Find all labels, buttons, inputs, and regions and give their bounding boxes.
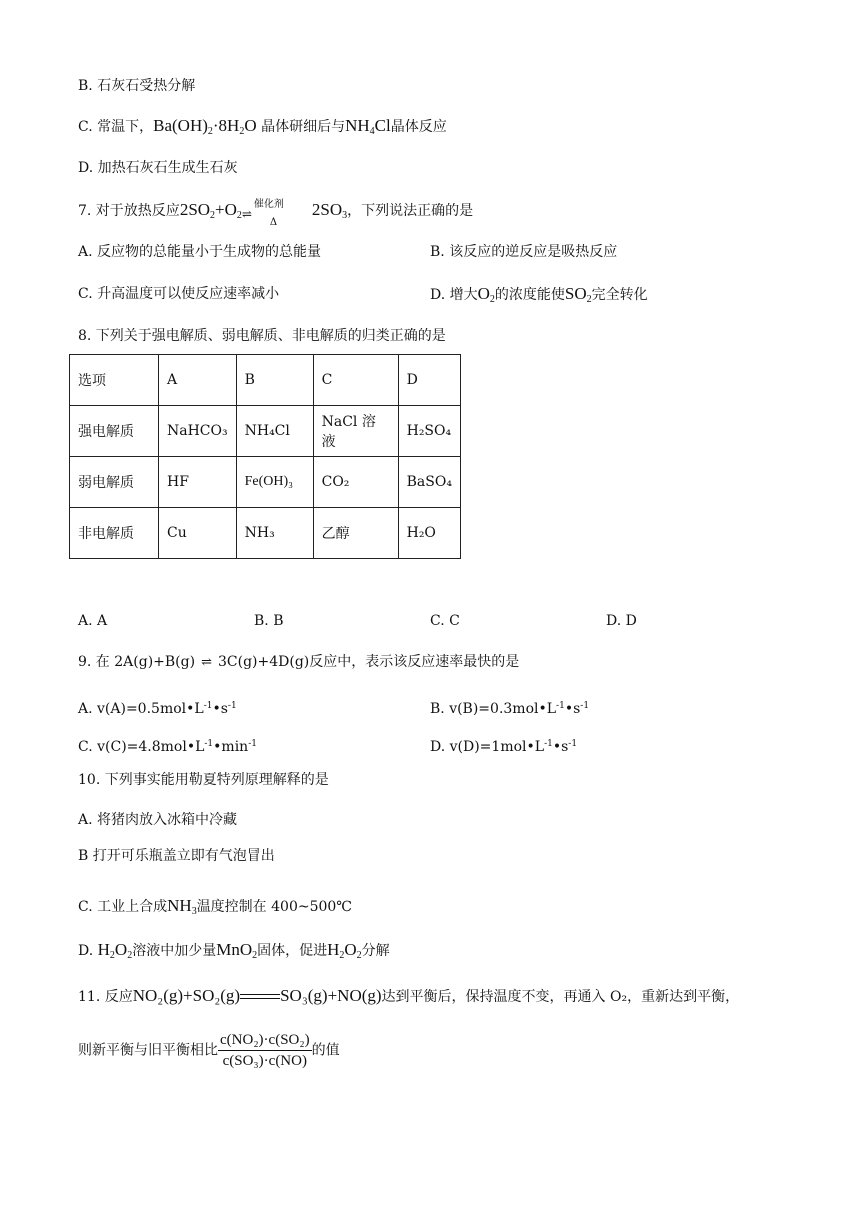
q11-equation-left: NO₂(g)+SO₂(g) [132,986,241,1005]
table-cell: 非电解质 [70,508,159,559]
q9-option-d: D. $v(D)=1mol•L^{-1}•s^{-1}$ [430,739,578,755]
table-cell: H₂SO₄ [398,406,460,457]
q10-option-a: A. 将猪肉放入冰箱中冷藏 [78,812,238,828]
q7-equation: $2SO_2+O_2$ [179,200,242,221]
table-cell: HF [159,457,237,508]
table-cell: Cu [159,508,237,559]
q6-option-c-suffix: 晶体反应 [390,119,447,135]
q8-option-b: B. B [254,613,284,629]
table-cell: H₂O [398,508,460,559]
table-cell: A [159,355,237,406]
q8-option-c: C. C [430,613,460,629]
q11-fraction: $\frac{\text{c(NO₂)·c(SO₂)}}{\text{c(SO₃)·c(NO)}}$ [220,1032,310,1069]
table-cell: B [236,355,313,406]
q7-option-d: D. 增大$O_2$的浓度能使$SO_2$完全转化 [430,284,648,305]
q6-option-c-text: 晶体研细后与 [261,119,346,135]
q11-line2: 则新平衡与旧平衡相比 $\frac{\text{c(NO₂)·c(SO₂)}}{\text{c(SO₃)·c(NO)}}$ 的值 [78,1032,340,1069]
table-row [70,508,461,559]
q7-option-a: A. 反应物的总能量小于生成物的总能量 [78,244,322,260]
q6-option-c-formula: $Ba(OH)_2\cdot 8H_2O$ [153,116,257,137]
q6-option-c [78,116,447,142]
table-cell: Fe(OH)₃ [236,457,313,508]
q11-stem: 11. 反应NO₂(g)+SO₂(g) SO₃(g)+NO(g)达到平衡后，保持温度不变，再通入 O₂，重新达到平衡， [78,986,740,1005]
table-cell: C [313,355,398,406]
q10-option-c: C. 工业上合成$NH_3$温度控制在 400~500℃ [78,896,352,917]
equilibrium-arrow-icon: ⇌ [201,655,212,670]
table-cell: 选项 [70,355,159,406]
table-cell: NaCl 溶液 [313,406,398,457]
table-cell: 乙醇 [313,508,398,559]
q9-option-c: C. $v(C)=4.8mol•L^{-1}•\min^{-1}$ [78,739,257,755]
equilibrium-arrow-icon [240,993,280,1001]
table-cell: D [398,355,460,406]
q7-reaction-condition: ⇌ 催化剂 Δ [241,199,284,228]
q9-option-a: A. $v(A)=0.5mol•L^{-1}•s^{-1}$ [78,701,237,717]
q10-stem: 10. 下列事实能用勒夏特列原理解释的是 [78,772,329,788]
q9-option-b: B. $v(B)=0.3mol•L^{-1}•s^{-1}$ [430,701,590,717]
q6-option-b: B. 石灰石受热分解 [78,78,196,94]
table-cell: 弱电解质 [70,457,159,508]
table-cell: NH₄Cl [236,406,313,457]
table-cell: NaHCO₃ [159,406,237,457]
q8-stem: 8. 下列关于强电解质、弱电解质、非电解质的归类正确的是 [78,328,446,344]
q6-option-d: D. 加热石灰石生成生石灰 [78,160,238,176]
table-row [70,406,461,457]
table-cell: 强电解质 [70,406,159,457]
q10-option-b: B 打开可乐瓶盖立即有气泡冒出 [78,848,275,864]
table-cell: BaSO₄ [398,457,460,508]
q9-stem: 9. 在 2A(g)+B(g) ⇌ 3C(g)+4D(g)反应中，表示该反应速率最快的是 [78,654,520,670]
q7-stem: 7. 对于放热反应$2SO_2+O_2$ ⇌ 催化剂 Δ $2SO_3$，下列说法正确的是 [78,199,474,228]
q6-option-c-prefix: C. 常温下， [78,119,154,135]
q10-option-d: D. $H_2O_2$溶液中加少量MnO$_2$固体，促进$H_2O_2$分解 [78,940,390,961]
q11-equation-right: SO₃(g)+NO(g) [280,986,382,1005]
q8-table [69,354,461,559]
table-row [70,355,461,406]
q8-option-a: A. A [78,613,108,629]
table-cell: CO₂ [313,457,398,508]
q7-option-c: C. 升高温度可以使反应速率减小 [78,286,280,302]
table-cell: NH₃ [236,508,313,559]
table-row [70,457,461,508]
q7-option-b: B. 该反应的逆反应是吸热反应 [430,244,618,260]
q6-option-c-nh4cl: $NH_4Cl$ [345,116,391,137]
q8-option-d: D. D [606,613,637,629]
